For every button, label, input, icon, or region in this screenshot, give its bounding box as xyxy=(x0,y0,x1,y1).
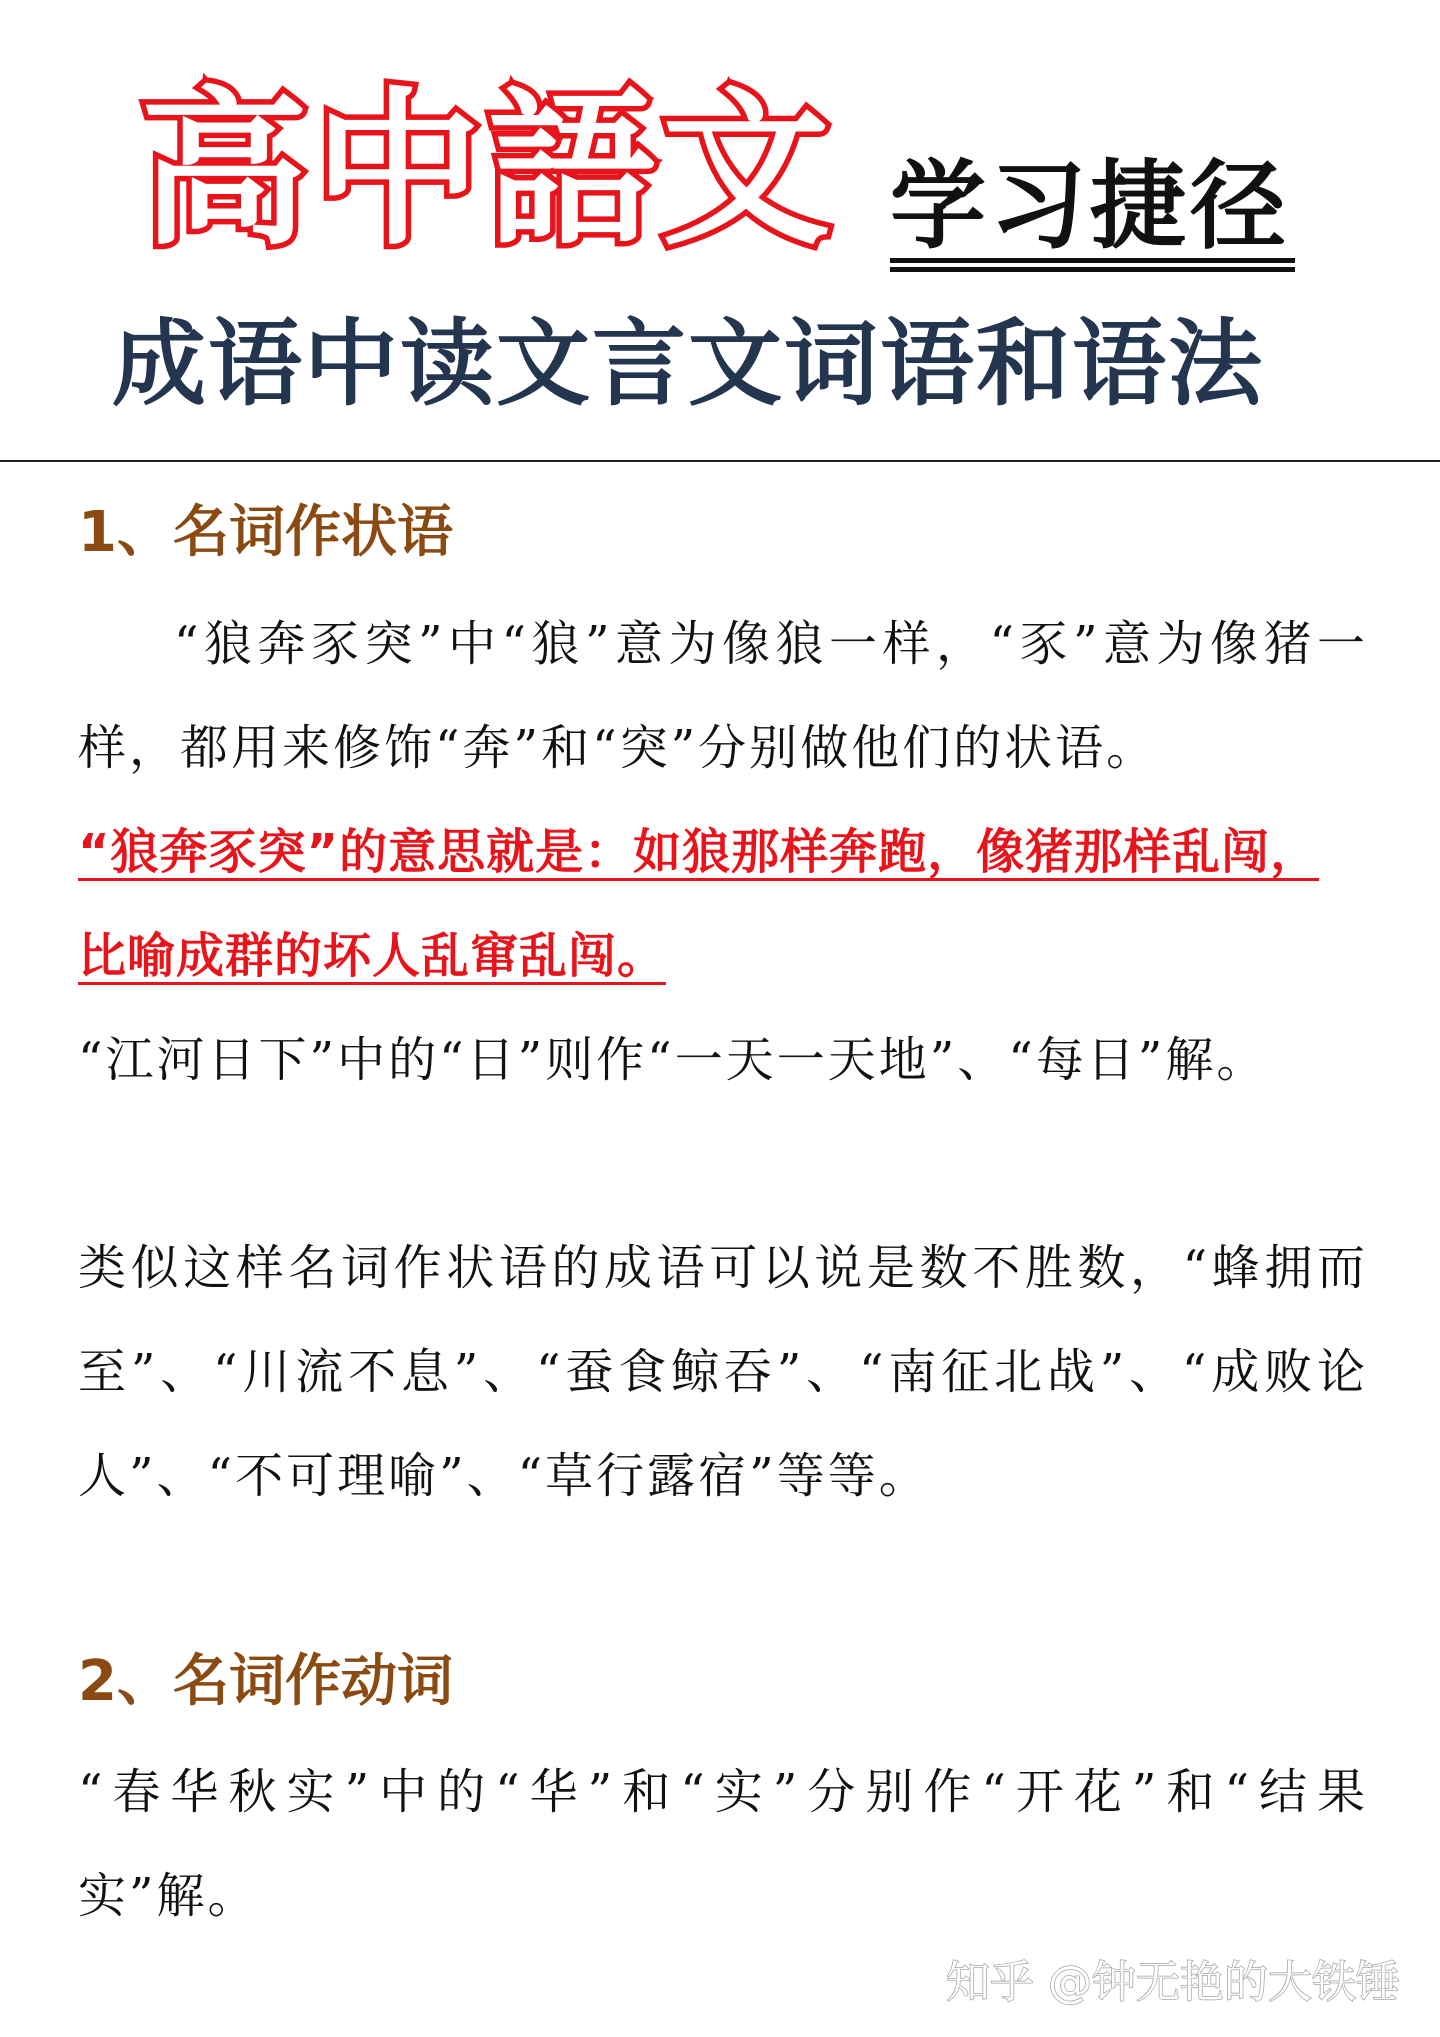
page-header xyxy=(0,0,1440,460)
section-1-paragraph-2: “江河日下”中的“日”则作“一天一天地”、“每日”解。 xyxy=(78,1032,1268,1088)
section-1-highlight-text: “狼奔豕突”的意思就是：如狼那样奔跑，像猪那样乱闯，比喻成群的坏人乱窜乱闯。 xyxy=(78,824,1320,984)
subtitle: 成语中读文言文词语和语法 xyxy=(112,310,1265,419)
section-2-paragraph-1: “春华秋实”中的“华”和“实”分别作“开花”和“结果实”解。 xyxy=(78,1764,1368,1924)
watermark: 知乎 @钟无艳的大铁锤 xyxy=(946,1957,1400,2008)
main-title: 高中語文 xyxy=(140,72,836,268)
section-title-1: 1、名词作状语 xyxy=(78,500,453,565)
section-1-highlight xyxy=(78,800,1368,1008)
side-title-text: 学习捷径 xyxy=(890,149,1290,262)
section-title-2: 2、名词作动词 xyxy=(78,1649,453,1714)
side-title xyxy=(890,150,1300,272)
header-divider xyxy=(0,460,1440,462)
section-1-paragraph-3: 类似这样名词作状语的成语可以说是数不胜数，“蜂拥而至”、“川流不息”、“蚕食鲸吞”、“南征北战”、“成败论人”、“不可理喻”、“草行露宿”等等。 xyxy=(78,1240,1368,1504)
section-1-paragraph-1: “狼奔豕突”中“狼”意为像狼一样，“豕”意为像猪一样，都用来修饰“奔”和“突”分别做他们的状语。 xyxy=(78,616,1368,776)
